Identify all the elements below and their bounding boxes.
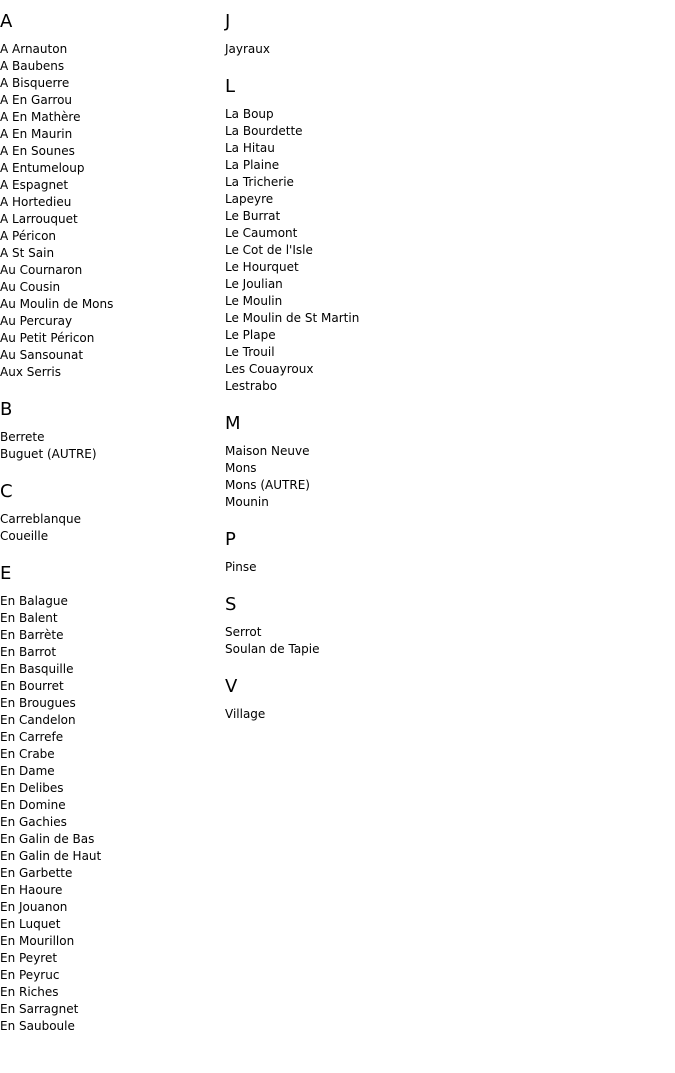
place-link[interactable]: A Baubens xyxy=(0,59,65,73)
entry-list xyxy=(0,429,220,463)
place-link[interactable]: En Balent xyxy=(0,611,58,625)
place-link[interactable]: A Péricon xyxy=(0,229,57,243)
place-link[interactable]: A En Garrou xyxy=(0,93,73,107)
entry-list xyxy=(225,41,665,58)
place-link[interactable]: A Hortedieu xyxy=(0,195,72,209)
section-letter-heading: A xyxy=(0,11,13,32)
place-link[interactable]: En Barrète xyxy=(0,628,64,642)
section-l xyxy=(225,76,665,395)
place-link[interactable]: Lestrabo xyxy=(225,379,278,393)
place-link[interactable]: A Bisquerre xyxy=(0,76,70,90)
place-link[interactable]: Au Petit Péricon xyxy=(0,331,95,345)
place-link[interactable]: En Balague xyxy=(0,594,68,608)
place-link[interactable]: En Riches xyxy=(0,985,59,999)
place-link[interactable]: A En Maurin xyxy=(0,127,73,141)
place-link[interactable]: A Entumeloup xyxy=(0,161,85,175)
section-c xyxy=(0,481,220,545)
place-link[interactable]: Berrete xyxy=(0,430,45,444)
place-link[interactable]: Buguet (AUTRE) xyxy=(0,447,97,461)
place-link[interactable]: Le Plape xyxy=(225,328,276,342)
place-link[interactable]: Le Hourquet xyxy=(225,260,299,274)
place-link[interactable]: La Hitau xyxy=(225,141,275,155)
place-link[interactable]: Mons xyxy=(225,461,257,475)
place-link[interactable]: En Sauboule xyxy=(0,1019,75,1033)
place-link[interactable]: A Arnauton xyxy=(0,42,68,56)
place-link[interactable]: Jayraux xyxy=(225,42,270,56)
place-link[interactable]: Au Percuray xyxy=(0,314,73,328)
section-letter-heading: C xyxy=(0,481,13,502)
place-link[interactable]: Le Cot de l'Isle xyxy=(225,243,313,257)
place-link[interactable]: A Espagnet xyxy=(0,178,69,192)
place-link[interactable]: Au Sansounat xyxy=(0,348,84,362)
entry-list xyxy=(225,706,665,723)
place-link[interactable]: Pinse xyxy=(225,560,257,574)
place-link[interactable]: Mounin xyxy=(225,495,269,509)
section-letter-heading: P xyxy=(225,529,236,550)
place-link[interactable]: En Bourret xyxy=(0,679,64,693)
section-v xyxy=(225,676,665,723)
section-s xyxy=(225,594,665,658)
entry-list xyxy=(0,511,220,545)
section-p xyxy=(225,529,665,576)
index-column-left xyxy=(0,0,220,1035)
place-link[interactable]: La Boup xyxy=(225,107,274,121)
place-link[interactable]: En Luquet xyxy=(0,917,61,931)
section-letter-heading: E xyxy=(0,563,12,584)
section-letter-heading: J xyxy=(225,11,231,32)
place-link[interactable]: Au Cournaron xyxy=(0,263,83,277)
place-link[interactable]: Le Burrat xyxy=(225,209,281,223)
place-link[interactable]: Maison Neuve xyxy=(225,444,310,458)
place-link[interactable]: En Galin de Bas xyxy=(0,832,95,846)
section-letter-heading: L xyxy=(225,76,236,97)
section-letter-heading: B xyxy=(0,399,13,420)
place-link[interactable]: Au Cousin xyxy=(0,280,61,294)
place-link[interactable]: Coueille xyxy=(0,529,49,543)
place-link[interactable]: Aux Serris xyxy=(0,365,61,379)
place-link[interactable]: En Delibes xyxy=(0,781,64,795)
place-link[interactable]: En Gachies xyxy=(0,815,67,829)
place-link[interactable]: En Barrot xyxy=(0,645,57,659)
place-link[interactable]: Le Caumont xyxy=(225,226,298,240)
place-link[interactable]: En Peyret xyxy=(0,951,58,965)
place-link[interactable]: Soulan de Tapie xyxy=(225,642,320,656)
place-link[interactable]: En Crabe xyxy=(0,747,55,761)
place-link[interactable]: A En Sounes xyxy=(0,144,75,158)
place-link[interactable]: En Candelon xyxy=(0,713,76,727)
place-link[interactable]: La Tricherie xyxy=(225,175,294,189)
place-link[interactable]: En Basquille xyxy=(0,662,74,676)
place-link[interactable]: La Bourdette xyxy=(225,124,303,138)
place-link[interactable]: La Plaine xyxy=(225,158,280,172)
place-link[interactable]: Le Moulin xyxy=(225,294,283,308)
place-link[interactable]: En Haoure xyxy=(0,883,63,897)
place-link[interactable]: Le Moulin de St Martin xyxy=(225,311,360,325)
place-link[interactable]: Le Trouil xyxy=(225,345,275,359)
place-link[interactable]: A Larrouquet xyxy=(0,212,78,226)
place-link[interactable]: Lapeyre xyxy=(225,192,274,206)
place-link[interactable]: En Carrefe xyxy=(0,730,64,744)
place-link[interactable]: En Mourillon xyxy=(0,934,75,948)
place-link[interactable]: En Dame xyxy=(0,764,55,778)
place-link[interactable]: En Domine xyxy=(0,798,66,812)
place-link[interactable]: En Jouanon xyxy=(0,900,68,914)
place-link[interactable]: Le Joulian xyxy=(225,277,283,291)
index-column-right xyxy=(225,0,665,723)
place-link[interactable]: Les Couayroux xyxy=(225,362,314,376)
place-link[interactable]: En Garbette xyxy=(0,866,73,880)
section-a xyxy=(0,11,220,381)
place-link[interactable]: Carreblanque xyxy=(0,512,82,526)
section-m xyxy=(225,413,665,511)
section-j xyxy=(225,11,665,58)
section-letter-heading: S xyxy=(225,594,237,615)
entry-list xyxy=(0,41,220,381)
entry-list xyxy=(225,624,665,658)
section-b xyxy=(0,399,220,463)
entry-list xyxy=(225,559,665,576)
place-link[interactable]: A St Sain xyxy=(0,246,55,260)
section-letter-heading: V xyxy=(225,676,238,697)
entry-list xyxy=(0,593,220,1035)
place-link[interactable]: Village xyxy=(225,707,266,721)
place-link[interactable]: En Sarragnet xyxy=(0,1002,79,1016)
place-link[interactable]: En Galin de Haut xyxy=(0,849,102,863)
place-link[interactable]: Mons (AUTRE) xyxy=(225,478,310,492)
place-link[interactable]: Serrot xyxy=(225,625,262,639)
section-e xyxy=(0,563,220,1035)
place-link[interactable]: En Brougues xyxy=(0,696,76,710)
section-letter-heading: M xyxy=(225,413,241,434)
entry-list xyxy=(225,443,665,511)
place-link[interactable]: A En Mathère xyxy=(0,110,81,124)
place-link[interactable]: En Peyruc xyxy=(0,968,60,982)
place-link[interactable]: Au Moulin de Mons xyxy=(0,297,114,311)
entry-list xyxy=(225,106,665,395)
